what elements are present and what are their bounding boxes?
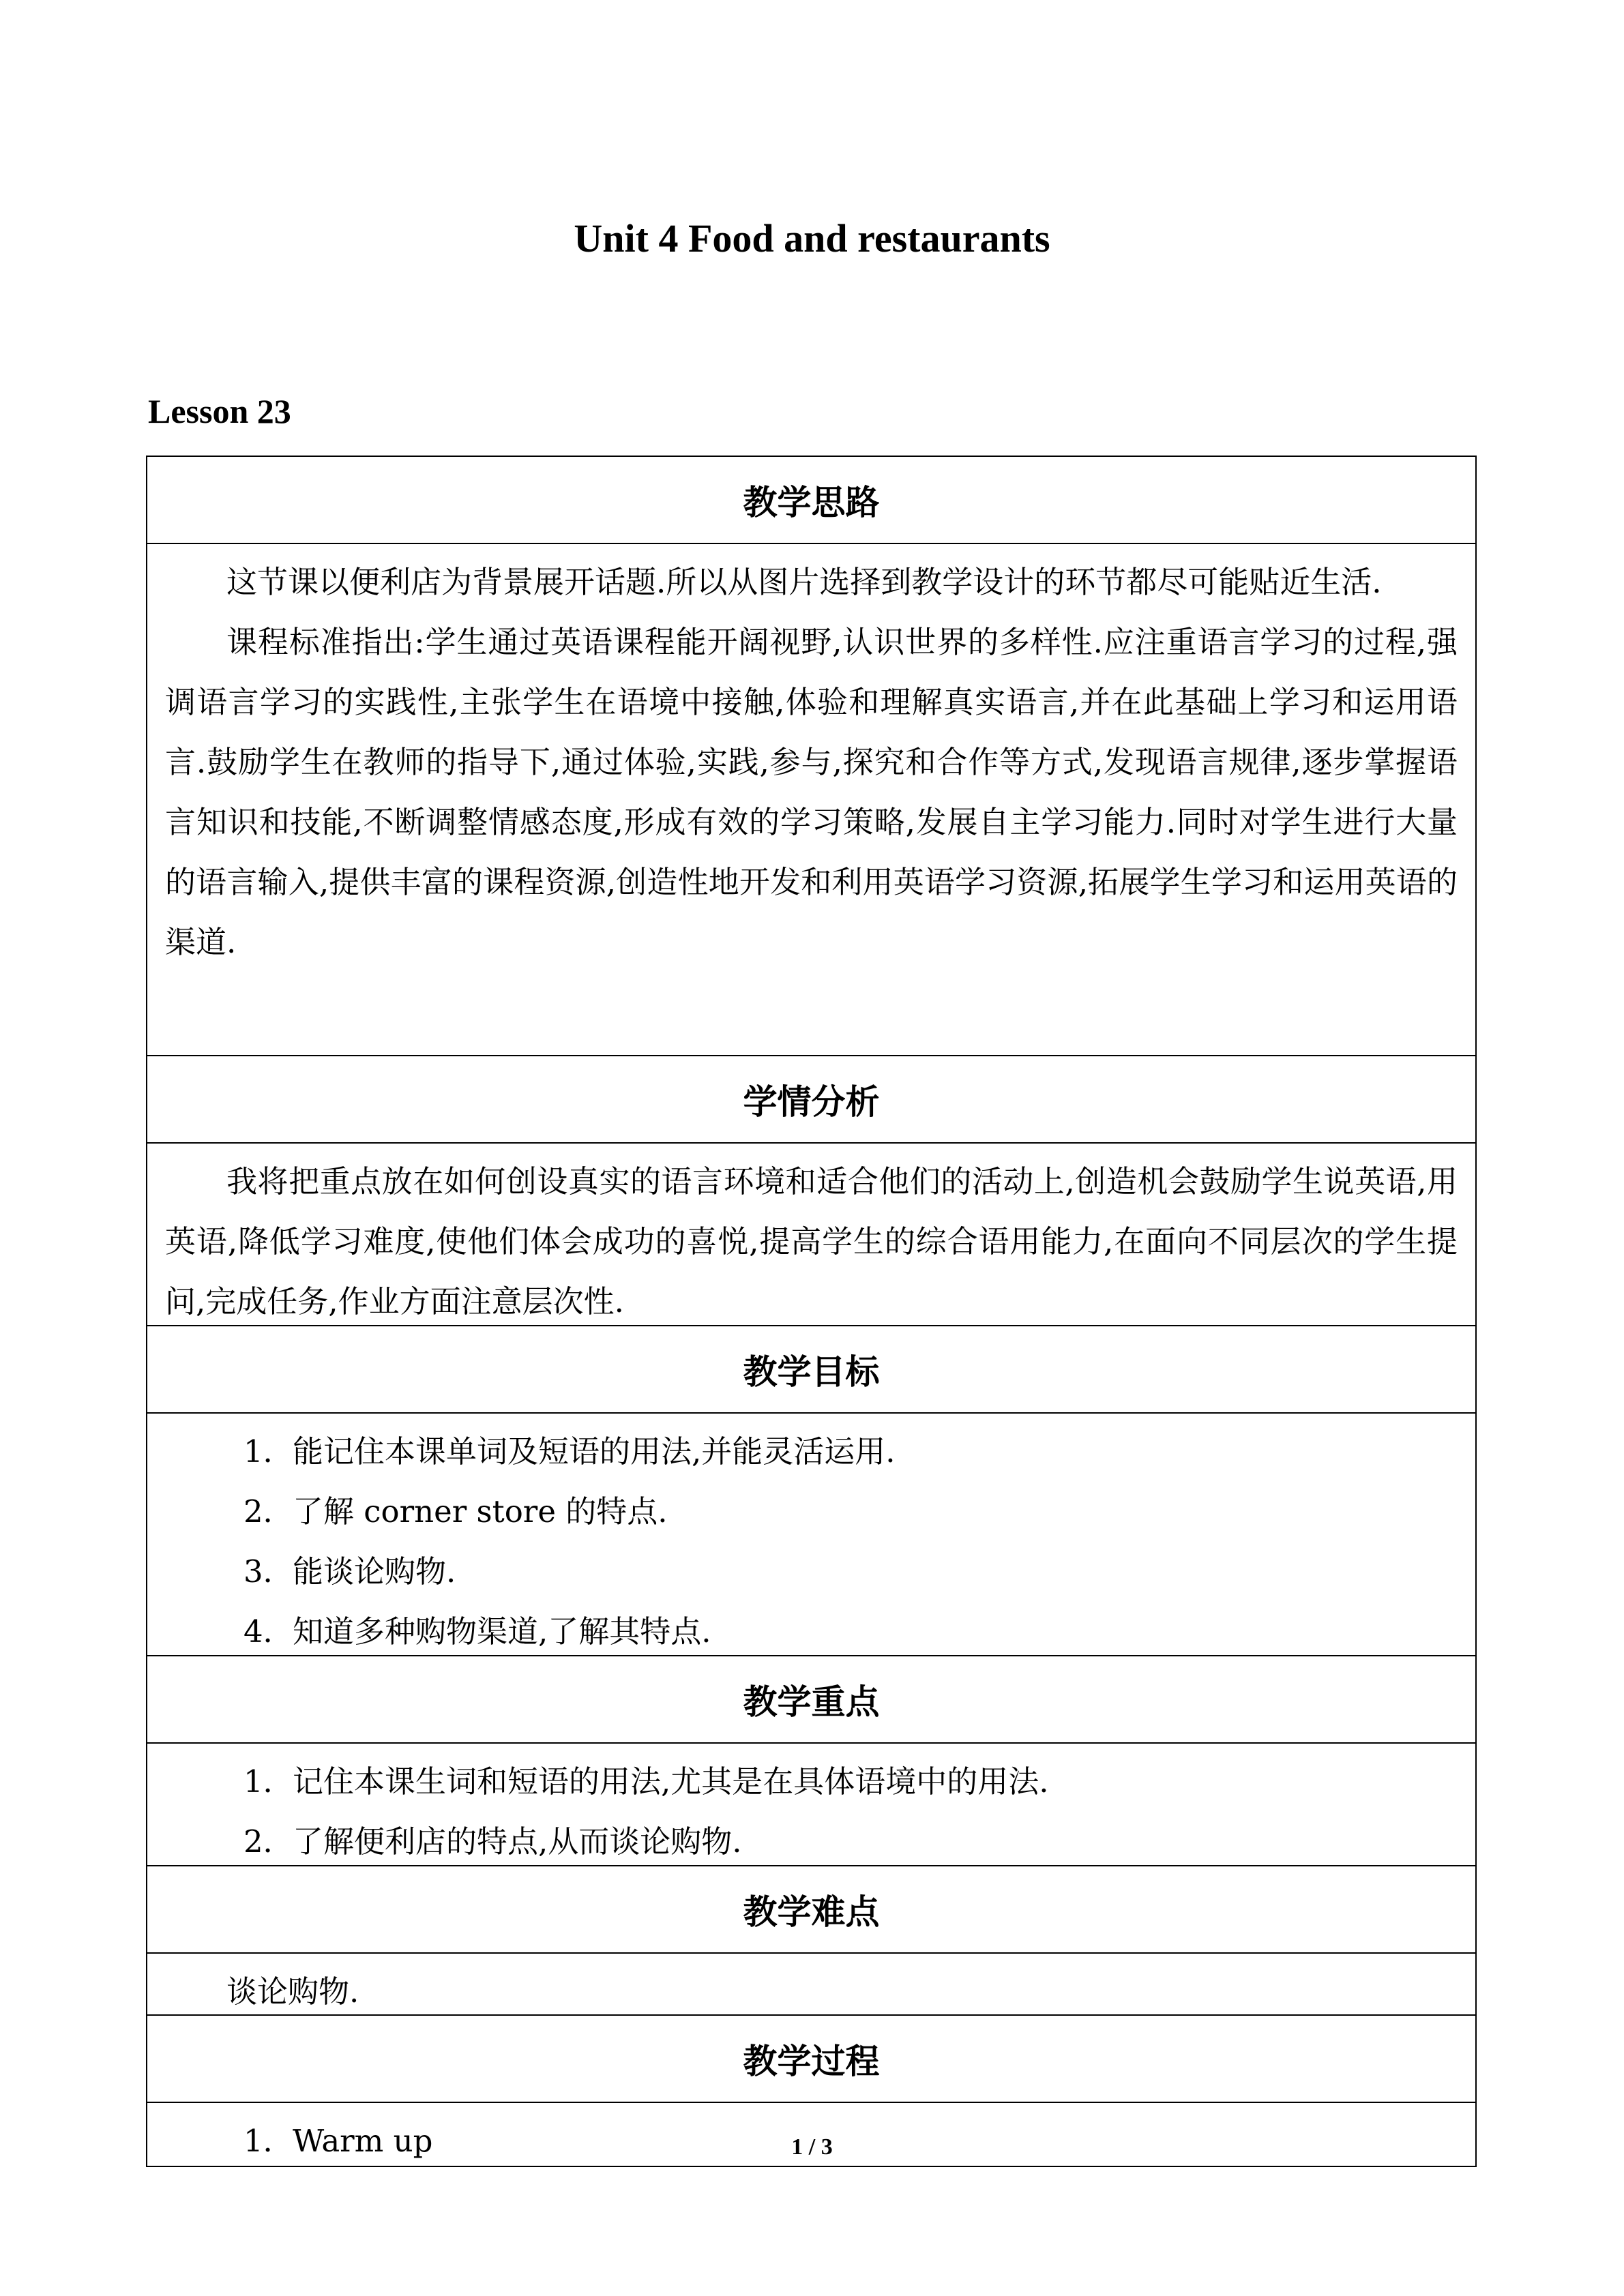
list-item: 2．了解 corner store 的特点. <box>243 1493 668 1530</box>
paragraph: 谈论购物. <box>226 1973 359 2010</box>
document-title: Unit 4 Food and restaurants <box>574 216 1050 260</box>
list-item: 4．知道多种购物渠道,了解其特点. <box>243 1613 711 1650</box>
section-heading-key-points: 教学重点 <box>147 1656 1475 1744</box>
list-item: 2．了解便利店的特点,从而谈论购物. <box>243 1823 742 1860</box>
list-item: 3．能谈论购物. <box>243 1553 456 1590</box>
list-item: 1．能记住本课单词及短语的用法,并能灵活运用. <box>243 1433 896 1470</box>
section-body-key-points <box>147 1744 1475 1866</box>
section-heading-process: 教学过程 <box>147 2016 1475 2103</box>
section-heading-student-analysis: 学情分析 <box>147 1056 1475 1144</box>
paragraph: 我将把重点放在如何创设真实的语言环境和适合他们的活动上,创造机会鼓励学生说英语,用英语,降低学习难度,使他们体会成功的喜悦,提高学生的综合语用能力,在面向不同层次的学生提问,完成任务,作业方面注意层次性. <box>165 1163 1458 1320</box>
section-body-teaching-ideas <box>147 544 1475 1056</box>
section-heading-difficulties: 教学难点 <box>147 1866 1475 1954</box>
section-heading-teaching-ideas: 教学思路 <box>147 457 1475 544</box>
lesson-heading: Lesson 23 <box>148 392 291 430</box>
page-number: 1 / 3 <box>791 2134 833 2160</box>
list-item: 1．Warm up <box>243 2123 433 2159</box>
section-body-student-analysis <box>147 1144 1475 1326</box>
paragraph: 课程标准指出:学生通过英语课程能开阔视野,认识世界的多样性.应注重语言学习的过程,强调语言学习的实践性,主张学生在语境中接触,体验和理解真实语言,并在此基础上学习和运用语言.鼓励学生在教师的指导下,通过体验,实践,参与,探究和合作等方式,发现语言规律,逐步掌握语言知识和技能,不断调整情感态度,形成有效的学习策略,发展自主学习能力.同时对学生进行大量的语言输入,提供丰富的课程资源,创造性地开发和利用英语学习资源,拓展学生学习和运用英语的渠道. <box>165 624 1458 960</box>
section-heading-objectives: 教学目标 <box>147 1326 1475 1414</box>
lesson-plan-table <box>146 456 1477 2167</box>
section-body-objectives <box>147 1414 1475 1656</box>
list-item: 1．记住本课生词和短语的用法,尤其是在具体语境中的用法. <box>243 1763 1049 1800</box>
section-body-difficulties <box>147 1954 1475 2016</box>
paragraph: 这节课以便利店为背景展开话题.所以从图片选择到教学设计的环节都尽可能贴近生活. <box>226 564 1382 600</box>
